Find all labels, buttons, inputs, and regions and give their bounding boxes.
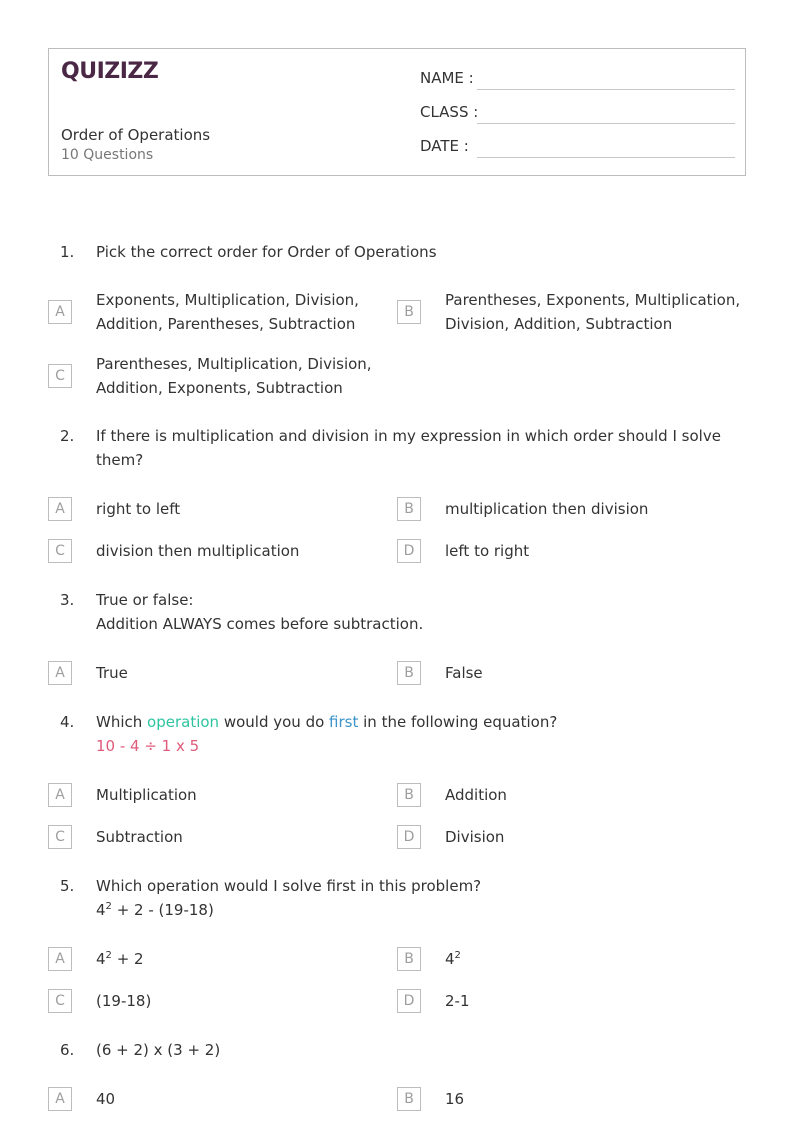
option-text: division then multiplication [96,542,300,560]
question-text [96,710,736,758]
q2-option-a[interactable] [48,497,388,521]
equation [96,898,736,922]
option-letter: B [397,497,421,521]
option-letter: A [48,1087,72,1111]
option-text: True [96,664,128,682]
option-text: Subtraction [96,828,183,846]
name-label: NAME : [420,69,474,87]
q1-option-c[interactable] [48,352,388,400]
quizizz-logo: QUIZIZZ [61,59,159,84]
text-segment: in the following equation? [358,713,558,731]
text-segment: would you do [219,713,330,731]
q2-option-d[interactable] [397,539,737,563]
question-number: 2. [60,427,75,445]
option-text: Addition [445,786,507,804]
option-text: Parentheses, Exponents, Multiplication, [445,291,741,309]
option-letter: A [48,947,72,971]
option-text [445,947,745,971]
option-letter: C [48,989,72,1013]
q5-option-a[interactable] [48,947,388,971]
q1-option-b[interactable] [397,288,746,336]
question-number: 4. [60,713,75,731]
opt-exponent: 2 [454,950,461,961]
question-number: 1. [60,243,75,261]
q4-option-d[interactable] [397,825,737,849]
text-segment: Which [96,713,148,731]
option-letter: A [48,661,72,685]
question-line: them? [96,451,144,469]
option-text: Exponents, Multiplication, Division, [96,291,359,309]
option-text: Multiplication [96,786,197,804]
date-label: DATE : [420,137,469,155]
class-field[interactable] [420,103,735,123]
option-text: multiplication then division [445,500,649,518]
worksheet-header [48,48,746,176]
q2-option-c[interactable] [48,539,388,563]
question-number: 6. [60,1041,75,1059]
option-letter: C [48,825,72,849]
worksheet-title: Order of Operations [61,126,211,144]
eq-rest: + 2 - (19-18) [111,901,214,919]
option-text: 40 [96,1090,116,1108]
option-text: False [445,664,483,682]
option-letter: A [48,497,72,521]
question-number: 5. [60,877,75,895]
option-letter: B [397,783,421,807]
q3-option-b[interactable] [397,661,737,685]
q1-option-a[interactable] [48,288,388,336]
q5-option-c[interactable] [48,989,388,1013]
eq-base: 4 [96,901,106,919]
question-text: (6 + 2) x (3 + 2) [96,1041,221,1059]
question-line: Addition ALWAYS comes before subtraction. [96,615,424,633]
option-letter: C [48,539,72,563]
option-letter: B [397,947,421,971]
option-letter: A [48,783,72,807]
question-text [96,874,736,922]
opt-base: 4 [96,950,106,968]
question-count: 10 Questions [61,147,154,163]
option-letter: C [48,364,72,388]
date-field[interactable] [420,137,735,157]
option-text: Division [445,828,505,846]
name-line [477,89,735,90]
q5-option-b[interactable] [397,947,737,971]
option-text: Addition, Parentheses, Subtraction [96,315,356,333]
option-text: 2-1 [445,992,470,1010]
option-text: right to left [96,500,181,518]
q4-option-b[interactable] [397,783,737,807]
option-letter: B [397,661,421,685]
question-text: Pick the correct order for Order of Operations [96,243,437,261]
q3-option-a[interactable] [48,661,388,685]
q5-option-d[interactable] [397,989,737,1013]
opt-exponent: 2 [105,950,112,961]
option-letter: D [397,539,421,563]
opt-rest: + 2 [111,950,144,968]
name-field[interactable] [420,69,735,89]
class-label: CLASS : [420,103,479,121]
option-text: left to right [445,542,530,560]
option-letter: D [397,989,421,1013]
q6-option-a[interactable] [48,1087,388,1111]
option-letter: B [397,1087,421,1111]
date-line [477,157,735,158]
q4-option-a[interactable] [48,783,388,807]
question-line: If there is multiplication and division in my expression in which order should I solve [96,427,721,445]
question-text [96,588,736,636]
option-text: Division, Addition, Subtraction [445,315,673,333]
option-text: Addition, Exponents, Subtraction [96,379,343,397]
option-text: (19-18) [96,992,152,1010]
equation: 10 - 4 ÷ 1 x 5 [96,737,200,755]
q6-option-b[interactable] [397,1087,737,1111]
option-letter: D [397,825,421,849]
question-text [96,424,736,472]
option-text [96,947,396,971]
class-line [477,123,735,124]
opt-base: 4 [445,950,455,968]
option-text: 16 [445,1090,465,1108]
question-number: 3. [60,591,75,609]
q2-option-b[interactable] [397,497,737,521]
question-line: Which operation would I solve first in this problem? [96,877,482,895]
eq-exponent: 2 [105,901,112,912]
option-letter: B [397,300,421,324]
question-line [96,710,736,734]
q4-option-c[interactable] [48,825,388,849]
highlight-first: first [329,713,359,731]
option-letter: A [48,300,72,324]
question-line: True or false: [96,591,194,609]
option-text: Parentheses, Multiplication, Division, [96,355,372,373]
highlight-operation: operation [147,713,220,731]
